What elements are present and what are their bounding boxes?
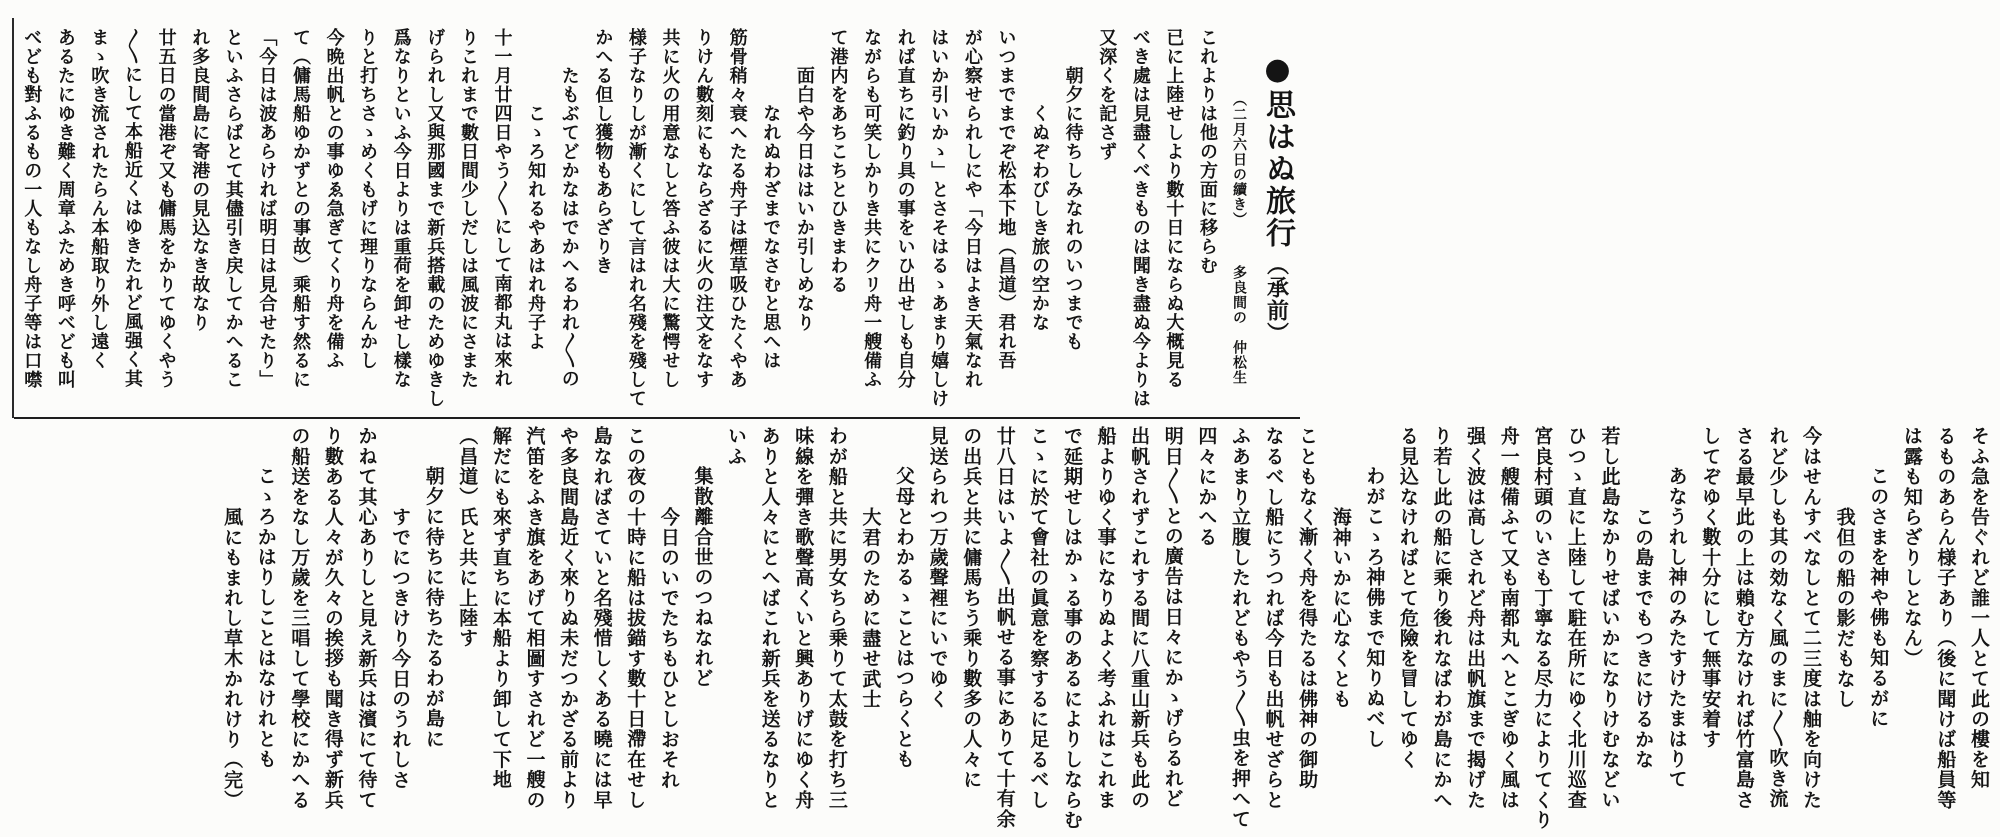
text-column: 汽笛をふき旗をあげて相圖すされど一艘の xyxy=(523,426,546,810)
text-column: りと打ちさゝめくもげに理りならんかし xyxy=(357,28,379,370)
text-column: すでにつきけり今日のうれしさ xyxy=(389,506,412,790)
text-column: や多良間島近く來りぬ未だつかざる前より xyxy=(557,426,580,810)
text-column: このさまを神や佛も知るがに xyxy=(1867,466,1890,729)
text-column: り數ある人々が久々の挨拶も聞き得ず新兵 xyxy=(321,426,344,810)
text-column: 廿五日の當港ぞ又も傭馬をかりてゆくやう xyxy=(155,28,177,389)
text-column: こゝろかはりしことはなけれとも xyxy=(254,466,277,770)
text-column: げられし又與那國まで新兵搭載のためゆきし xyxy=(424,28,446,408)
text-column: 又深くを記さず xyxy=(1096,28,1118,161)
upper-body-text xyxy=(15,22,1224,414)
text-column: 十一月廿四日やう〳〵にして南都丸は來れ xyxy=(491,28,513,388)
text-column: こともなく漸く舟を得たるは佛神の御助 xyxy=(1296,426,1319,790)
text-column: 我但の船の影だもなし xyxy=(1833,506,1856,709)
text-column: この夜の十時に船は拔錨す數十日滯在せし xyxy=(624,426,647,810)
upper-tier xyxy=(14,22,1300,414)
text-column: ながらも可笑しかりき共にクリ舟一艘備ふ xyxy=(861,28,883,389)
text-column: そふ急を告ぐれど誰一人とて此の樓を知 xyxy=(1968,426,1990,790)
text-column: て港内をあちこちとひきまわる xyxy=(827,28,849,294)
text-column: 父母とわかるゝことはつらくとも xyxy=(893,466,915,770)
article-byline: 多良間の 仲松生 xyxy=(1231,265,1247,385)
text-column: ひつゝ直に上陸して駐在所にゆく北川巡查 xyxy=(1564,426,1587,810)
text-column: かねて其心ありしと見え新兵は濱にて待て xyxy=(355,426,378,810)
text-column: くぬぞわびしき旅の空かな xyxy=(1029,104,1051,332)
text-column: で延期せしはかゝる事のあるによりしならむ xyxy=(1060,426,1083,830)
text-column: こゝろ知れるやあはれ舟子よ xyxy=(525,104,547,351)
text-column: （昌道）氏と共に上陸す xyxy=(456,426,479,649)
text-column: が心察せられしにや「今日はよき天氣なれ xyxy=(961,28,983,389)
text-column: る見込なければとて危險を冒してゆく xyxy=(1396,426,1419,770)
lower-body-text xyxy=(215,424,1995,832)
text-column: 今晩出帆との事ゆゑ急ぎてくり舟を備ふ xyxy=(323,28,345,370)
text-column: はいか引いかゝ」とさそはるゝあまり嬉しけ xyxy=(928,28,950,408)
text-column: 已に上陸せしより數十日にならぬ大概見る xyxy=(1163,28,1185,389)
text-column: 今はせんすべなしとて二三度は舳を向けた xyxy=(1800,426,1823,810)
text-column: いふ xyxy=(725,426,748,467)
text-column: といふさらばとて其儘引き戻してかへるこ xyxy=(222,28,244,389)
text-column: りけん數刻にもならざるに火の注文をなす xyxy=(693,28,715,389)
text-column: なるべし船にうつれば今日も出帆せざらと xyxy=(1262,426,1285,810)
text-column: 見送られつ万歲聲裡にいでゆく xyxy=(926,426,949,709)
text-column: 島なればさていと名殘惜しくある曉には早 xyxy=(590,426,613,810)
text-column: れど少しも其の効なく風のまに〳〵吹き流 xyxy=(1766,426,1789,809)
text-column: の船送をなし万歲を三唱して學校にかへる xyxy=(288,426,311,810)
text-column: べども對ふるもの一人もなし舟子等は口噤 xyxy=(21,28,43,389)
text-column: 宮良村頭のいさも丁寧なる尽力によりてくり xyxy=(1531,426,1554,830)
text-column: 解だにも來ず直ちに本船より卸して下地 xyxy=(489,426,512,790)
article-title-column xyxy=(1254,22,1300,414)
text-column: 四々にかへる xyxy=(1195,426,1218,548)
tier-divider-rule xyxy=(14,417,1300,419)
text-column: 出帆されずこれする間に八重山新兵も此の xyxy=(1128,426,1151,810)
text-column: べき處は見盡くべきものは聞き盡ぬ今よりは xyxy=(1129,28,1151,408)
text-column: あなうれし神のみたすけたまはりて xyxy=(1665,466,1688,790)
text-column: は露も知らざりしとなん） xyxy=(1900,426,1923,669)
text-column: いつまでまでぞ松本下地（昌道）君れ吾 xyxy=(995,28,1017,370)
text-column: 様子なりしが漸くにして言はれ名殘を殘して xyxy=(625,28,647,408)
article-subtitle-column xyxy=(1224,22,1254,414)
article-title-suffix: （承前） xyxy=(1263,253,1290,345)
text-column: 廿八日はいよ〳〵出帆せる事にありて十有余 xyxy=(993,426,1016,829)
text-column: 强く波は高しされど舟は出帆旗まで揭げた xyxy=(1464,426,1487,810)
text-column: 共に火の用意なしと答ふ彼は大に驚愕せし xyxy=(659,28,681,389)
text-column: かへる但し獲物もあらざりき xyxy=(592,28,614,275)
text-column: わが船と共に男女ちら乗りて太鼓を打ち三 xyxy=(825,426,848,810)
text-column: これよりは他の方面に移らむ xyxy=(1197,28,1218,275)
article-subtitle: （二月六日の續き） xyxy=(1231,92,1247,227)
text-column: なれぬわざまでなさむと思へは xyxy=(760,104,782,370)
text-column: 舟一艘備ふて又も南都丸へとこぎゆく風は xyxy=(1497,426,1520,810)
text-column: 風にもまれし草木かれけり（完） xyxy=(221,506,244,810)
text-column: 今日のいでたちもひとしおそれ xyxy=(657,506,680,790)
text-column: たもぶてどかなはでかへるわれ〳〵の xyxy=(558,66,580,388)
article-title: ●思はぬ旅行 xyxy=(1260,52,1295,249)
text-column: 「今日は波あらければ明日は見合せたり」 xyxy=(256,28,278,389)
text-column: るものあらん様子あり（後に聞けば船員等 xyxy=(1934,426,1957,810)
lower-tier xyxy=(214,424,1995,832)
text-column: ありと人々にとへばこれ新兵を送るなりと xyxy=(758,426,781,810)
text-column: 明日〳〵との廣告は日々にかゝげらるれど xyxy=(1161,426,1184,809)
text-column: 若し此島なかりせばいかになりけむなどい xyxy=(1598,426,1621,810)
text-column: こゝに於て會社の眞意を察するに足るべし xyxy=(1027,426,1050,810)
text-column: この島までもつきにけるかな xyxy=(1632,506,1655,770)
text-column: 味線を彈き歌聲高くいと興ありげにゆく舟 xyxy=(792,426,815,810)
text-column: あるたにゆき難く周章ふためき呼べども叫 xyxy=(54,28,76,389)
text-column: 朝夕に待ちに待ちたるわが島に xyxy=(422,466,445,750)
text-column: て（傭馬船ゆかずとの事故）乘船す然るに xyxy=(289,28,311,389)
text-column: り若し此の船に乘り後れなばわが島にかへ xyxy=(1430,426,1453,810)
text-column: りこれまで數日間少しだしは風波にさまた xyxy=(457,28,479,389)
text-column: 爲なりといふ今日よりは重荷を卸せし樣な xyxy=(390,28,412,389)
text-column: 面白や今日ははいか引しめなり xyxy=(793,66,815,332)
text-column: 朝夕に待ちしみなれのいつまでも xyxy=(1062,66,1084,351)
text-column: まゝ吹き流されたらん本船取り外し遠く xyxy=(88,28,110,370)
text-column: わがこゝろ神佛まで知りぬべし xyxy=(1363,466,1386,750)
text-column: れ多良間島に寄港の見込なき故なり xyxy=(189,28,211,332)
text-column: 大君のために盡せ武士 xyxy=(859,506,882,709)
text-column: 海神いかに心なくとも xyxy=(1329,506,1352,709)
text-column: 筋骨稍々衰へたる舟子は煙草吸ひたくやあ xyxy=(726,28,748,389)
text-column: れば直ちに釣り具の事をいひ出せしも自分 xyxy=(894,28,916,389)
text-column: 〳〵にして本船近くはゆきたれど風强く其 xyxy=(122,28,143,388)
text-column: 船よりゆく事になりぬよく考ふれはこれま xyxy=(1094,426,1117,810)
text-column: ふあまり立腹したれどもやう〳〵虫を押へて xyxy=(1228,426,1251,829)
text-column: の出兵と共に傭馬ちう乘り數多の人々に xyxy=(960,426,983,790)
text-column: さる最早此の上は賴む方なければ竹富島さ xyxy=(1732,426,1755,810)
text-column: 集散離合世のつねなれど xyxy=(691,466,714,689)
text-column: してぞゆく數十分にして無事安着す xyxy=(1699,426,1722,750)
